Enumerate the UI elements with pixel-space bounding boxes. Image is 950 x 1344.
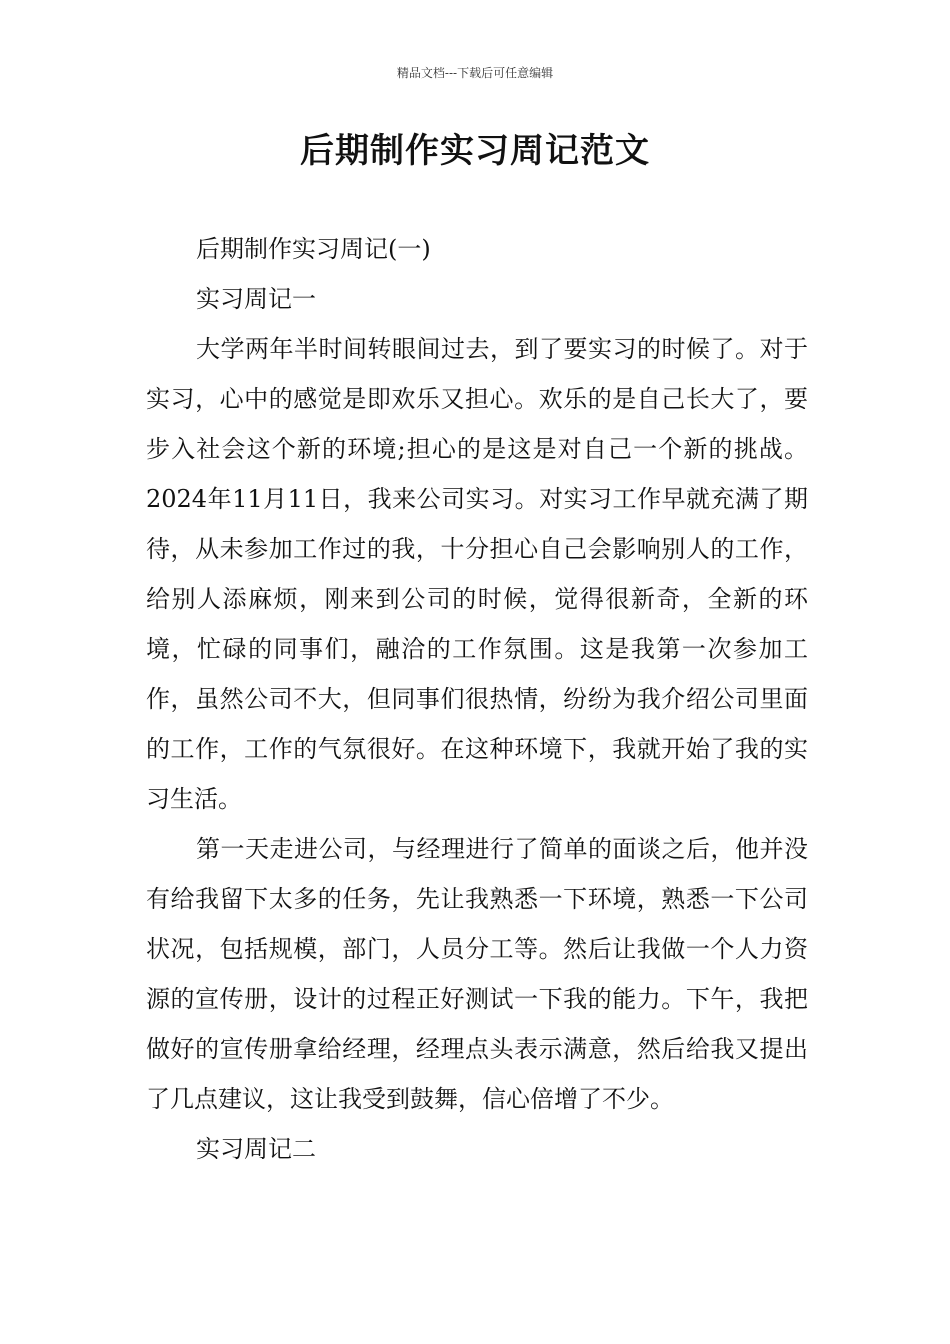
document-body [146, 224, 808, 1174]
body-paragraph: 第一天走进公司，与经理进行了简单的面谈之后，他并没有给我留下太多的任务，先让我熟悉一下环境，熟悉一下公司状况，包括规模，部门，人员分工等。然后让我做一个人力资源的宣传册，设计的过程正好测试一下我的能力。下午，我把做好的宣传册拿给经理，经理点头表示满意，然后给我又提出了几点建议，这让我受到鼓舞，信心倍增了不少。 [146, 835, 808, 1113]
header-note: 精品文档---下载后可任意编辑 [396, 66, 554, 80]
section-heading: 后期制作实习周记(一) [196, 235, 431, 263]
body-paragraph: 大学两年半时间转眼间过去，到了要实习的时候了。对于实习，心中的感觉是即欢乐又担心。欢乐的是自己长大了，要步入社会这个新的环境;担心的是这是对自己一个新的挑战。2024年11月11日，我来公司实习。对实习工作早就充满了期待，从未参加工作过的我，十分担心自己会影响别人的工作，给别人添麻烦，刚来到公司的时候，觉得很新奇，全新的环境，忙碌的同事们，融洽的工作氛围。这是我第一次参加工作，虽然公司不大，但同事们很热情，纷纷为我介绍公司里面的工作，工作的气氛很好。在这种环境下，我就开始了我的实习生活。 [146, 335, 808, 813]
sub-heading: 实习周记二 [196, 1135, 316, 1163]
document-title: 后期制作实习周记范文 [300, 131, 650, 171]
sub-heading: 实习周记一 [196, 285, 316, 313]
